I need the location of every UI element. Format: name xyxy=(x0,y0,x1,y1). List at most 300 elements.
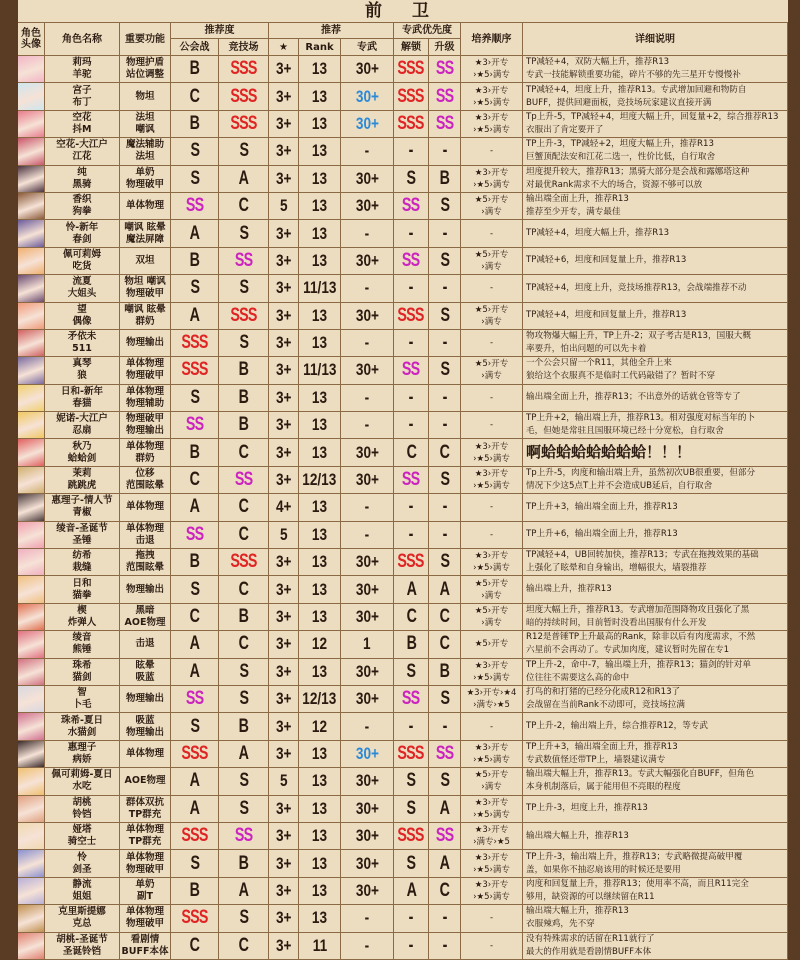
avatar-image xyxy=(18,631,44,657)
rank-value: 13 xyxy=(311,59,328,79)
detail-line: TP减轻+4，坦度上升，推荐R13。专武增加回避和物防自 xyxy=(526,84,747,95)
star-value: 3+ xyxy=(275,853,292,873)
star-rec xyxy=(269,850,299,876)
unlock-grade xyxy=(394,275,429,301)
training-order xyxy=(461,905,523,931)
arena-grade-value: SS xyxy=(234,249,253,271)
avatar xyxy=(18,138,45,164)
table-row xyxy=(18,741,788,768)
table-row xyxy=(18,166,788,193)
avatar xyxy=(18,303,45,329)
train-step: ★5›开专 xyxy=(474,249,509,260)
upgrade-grade xyxy=(429,549,461,575)
train-step: ★3›开专›★4 xyxy=(466,688,517,699)
table-row xyxy=(18,494,788,521)
detail xyxy=(523,467,788,493)
guild-grade-value: C xyxy=(189,606,200,627)
character-name xyxy=(45,823,120,849)
role-function xyxy=(120,713,171,739)
weapon-rec xyxy=(341,878,394,904)
avatar-image xyxy=(18,741,44,767)
unlock-grade-value: B xyxy=(406,633,416,655)
detail-line: 输出端大幅上升，推荐R13。专武大幅强化自BUFF，但角色 xyxy=(526,769,755,780)
detail xyxy=(523,138,788,164)
detail xyxy=(523,111,788,137)
upgrade-grade-value: - xyxy=(442,523,447,545)
table-row xyxy=(18,576,788,603)
train-step: - xyxy=(489,420,494,431)
upgrade-grade xyxy=(429,659,461,685)
weapon-rec xyxy=(341,631,394,657)
unlock-grade xyxy=(394,905,429,931)
header-name: 角色名称 xyxy=(45,23,120,56)
avatar xyxy=(18,111,45,137)
character-name xyxy=(45,686,120,712)
rank-rec xyxy=(299,412,341,438)
unlock-grade-value: SSS xyxy=(397,85,425,107)
train-step: ★5›开专 xyxy=(474,770,509,781)
detail-line: TP上升+2，输出端上升，推荐R13。相对强度对标当年的卜 xyxy=(526,413,756,424)
name-line: 空花 xyxy=(72,111,92,123)
rank-rec xyxy=(299,166,341,192)
star-rec xyxy=(269,604,299,630)
avatar xyxy=(18,905,45,931)
weapon-rec xyxy=(341,357,394,383)
header-upgrade: 升级 xyxy=(429,39,461,56)
upgrade-grade-value: C xyxy=(439,441,450,463)
rank-value: 13 xyxy=(311,305,328,325)
guild-grade-value: SSS xyxy=(181,907,208,929)
upgrade-grade-value: SS xyxy=(435,112,454,134)
unlock-grade-value: - xyxy=(408,934,413,956)
avatar xyxy=(18,385,45,411)
arena-grade-value: S xyxy=(239,660,248,682)
weapon-rec xyxy=(341,522,394,548)
avatar-image xyxy=(18,330,44,356)
guild-grade xyxy=(171,193,219,219)
detail xyxy=(523,220,788,246)
upgrade-grade xyxy=(429,220,461,246)
character-name xyxy=(45,494,120,520)
header-rank: Rank xyxy=(299,39,341,56)
guild-grade xyxy=(171,248,219,274)
train-step: ›满专›★5 xyxy=(473,700,510,711)
table-body xyxy=(18,56,788,960)
unlock-grade xyxy=(394,193,429,219)
train-step: ★3›开专 xyxy=(474,825,509,836)
function-line: 单奶 xyxy=(135,166,155,178)
star-value: 3+ xyxy=(275,250,292,270)
detail-line: Tp上升-5，肉度和输出端上升，虽然初次UB很重要，但部分 xyxy=(526,468,756,479)
weapon-value: - xyxy=(364,415,370,435)
weapon-value: 1 xyxy=(363,634,371,654)
arena-grade xyxy=(219,713,269,739)
rank-value: 11/13 xyxy=(302,360,337,380)
weapon-value: - xyxy=(364,223,370,243)
role-function xyxy=(120,138,171,164)
avatar xyxy=(18,248,45,274)
train-step: - xyxy=(489,283,494,294)
unlock-grade-value: SSS xyxy=(397,551,425,573)
function-line: 单体物理 xyxy=(125,358,164,370)
arena-grade-value: C xyxy=(238,496,249,518)
function-line: 物理输出 xyxy=(125,425,164,437)
unlock-grade-value: A xyxy=(406,578,416,600)
arena-grade xyxy=(219,193,269,219)
rank-value: 13 xyxy=(311,196,328,216)
star-value: 4+ xyxy=(275,497,292,517)
rank-value: 11/13 xyxy=(302,278,337,298)
function-line: 范围眩晕 xyxy=(125,562,164,574)
function-line: 物理破甲 xyxy=(125,413,164,425)
arena-grade xyxy=(219,796,269,822)
weapon-value: - xyxy=(364,278,370,298)
weapon-rec xyxy=(341,796,394,822)
star-rec xyxy=(269,686,299,712)
weapon-value: 30+ xyxy=(355,798,379,818)
header-weapon: 专武 xyxy=(341,39,394,56)
nickname-line: 圣锤 xyxy=(72,534,92,546)
arena-grade xyxy=(219,768,269,794)
weapon-value: 30+ xyxy=(355,689,379,709)
arena-grade-value: B xyxy=(238,414,249,436)
nickname-line: 忍扇 xyxy=(72,425,92,437)
training-order xyxy=(461,713,523,739)
arena-grade-value: B xyxy=(238,852,249,874)
train-step: ★5›开专 xyxy=(474,606,509,616)
arena-grade-value: SS xyxy=(234,825,253,847)
arena-grade-value: SSS xyxy=(230,551,257,573)
avatar xyxy=(18,576,45,602)
name-line: 珠希-夏日 xyxy=(61,714,103,726)
table-row xyxy=(18,878,788,905)
train-step: ›满专 xyxy=(481,618,502,628)
role-function xyxy=(120,878,171,904)
rank-value: 13 xyxy=(311,168,328,188)
name-line: 佩可莉姆 xyxy=(62,248,101,260)
rank-rec xyxy=(299,768,341,794)
arena-grade-value: B xyxy=(238,715,249,737)
name-line: 智 xyxy=(77,687,87,699)
weapon-value: 30+ xyxy=(355,661,379,681)
train-step: ›★5›满专 xyxy=(473,754,510,765)
detail-line: TP减轻+4，双防大幅上升，推荐R13 xyxy=(526,57,670,68)
guild-grade xyxy=(171,275,219,301)
unlock-grade-value: S xyxy=(406,660,416,682)
guild-grade xyxy=(171,357,219,383)
unlock-grade-value: - xyxy=(408,496,413,518)
name-line: 佩可莉姆-夏日 xyxy=(51,769,113,781)
upgrade-grade xyxy=(429,850,461,876)
avatar-image xyxy=(18,905,44,931)
function-line: 物理破甲 xyxy=(125,288,164,300)
rank-rec xyxy=(299,878,341,904)
table-row xyxy=(18,549,788,576)
nickname-line: 猫拳 xyxy=(72,589,92,601)
rank-rec xyxy=(299,248,341,274)
rank-value: 13 xyxy=(311,661,328,681)
detail xyxy=(523,330,788,356)
star-rec xyxy=(269,467,299,493)
unlock-grade-value: S xyxy=(406,852,416,874)
unlock-grade xyxy=(394,522,429,548)
rank-rec xyxy=(299,467,341,493)
rank-rec xyxy=(299,111,341,137)
training-order xyxy=(461,933,523,959)
nickname-line: 骑空士 xyxy=(67,836,97,848)
character-name xyxy=(45,713,120,739)
weapon-rec xyxy=(341,83,394,109)
guild-grade-value: A xyxy=(189,633,200,655)
character-name xyxy=(45,850,120,876)
star-rec xyxy=(269,193,299,219)
detail xyxy=(523,357,788,383)
arena-grade xyxy=(219,494,269,520)
role-function xyxy=(120,220,171,246)
arena-grade xyxy=(219,138,269,164)
avatar-image xyxy=(18,576,44,602)
guild-grade-value: S xyxy=(190,578,199,600)
arena-grade-value: C xyxy=(238,441,249,463)
guild-grade-value: SS xyxy=(185,195,204,217)
rank-rec xyxy=(299,713,341,739)
train-step: ›满专 xyxy=(481,261,502,272)
name-line: 矛依未 xyxy=(67,331,97,343)
nickname-line: 江花 xyxy=(72,151,92,163)
train-step: ★3›开专 xyxy=(474,797,509,808)
training-order xyxy=(461,659,523,685)
table-row xyxy=(18,303,788,330)
detail xyxy=(523,768,788,794)
avatar xyxy=(18,933,45,959)
training-order xyxy=(461,248,523,274)
nickname-line: 吃货 xyxy=(72,260,92,272)
function-line: 物理输出 xyxy=(125,583,164,595)
star-rec xyxy=(269,576,299,602)
detail-line: 推荐至少开专，满专最佳 xyxy=(526,207,621,218)
avatar-image xyxy=(18,439,44,465)
rank-value: 13 xyxy=(311,579,328,599)
detail-line: 输出端上升，推荐R13 xyxy=(526,584,612,595)
detail-line: 坦度提升较大，推荐R13；黑骑大部分是会战和露娜塔这种 xyxy=(526,166,750,177)
unlock-grade-value: SSS xyxy=(397,304,425,326)
arena-grade-value: SS xyxy=(234,469,253,491)
avatar xyxy=(18,878,45,904)
nickname-line: 水吃 xyxy=(72,781,92,793)
character-name xyxy=(45,604,120,630)
unlock-grade xyxy=(394,111,429,137)
unlock-grade-value: - xyxy=(408,386,413,408)
name-line: 静流 xyxy=(72,878,92,890)
training-order xyxy=(461,303,523,329)
training-order xyxy=(461,193,523,219)
upgrade-grade-value: - xyxy=(442,414,447,436)
upgrade-grade xyxy=(429,522,461,548)
star-rec xyxy=(269,878,299,904)
train-step: ★3›开专 xyxy=(474,167,509,178)
guild-grade xyxy=(171,522,219,548)
table-row xyxy=(18,357,788,384)
detail-line: 巨蟹顶配法安和江花二选一，性价比低，自行取舍 xyxy=(526,152,716,163)
rank-value: 13 xyxy=(311,497,328,517)
detail xyxy=(523,248,788,274)
role-function xyxy=(120,933,171,959)
unlock-grade xyxy=(394,796,429,822)
table-row xyxy=(18,905,788,932)
guild-grade-value: S xyxy=(190,852,199,874)
upgrade-grade-value: A xyxy=(439,578,450,600)
guild-grade-value: S xyxy=(190,715,199,737)
avatar xyxy=(18,850,45,876)
avatar xyxy=(18,467,45,493)
avatar xyxy=(18,166,45,192)
function-line: 双坦 xyxy=(135,254,155,266)
unlock-grade-value: SS xyxy=(402,249,420,271)
unlock-grade xyxy=(394,713,429,739)
unlock-grade xyxy=(394,631,429,657)
star-value: 3+ xyxy=(275,716,292,736)
header-func: 重要功能 xyxy=(120,23,171,56)
role-function xyxy=(120,522,171,548)
function-line: AOE物理 xyxy=(124,775,166,787)
upgrade-grade xyxy=(429,303,461,329)
character-name xyxy=(45,138,120,164)
rank-value: 13 xyxy=(311,743,328,763)
arena-grade xyxy=(219,330,269,356)
weapon-value: 30+ xyxy=(355,196,379,216)
function-line: 群奶 xyxy=(135,315,155,327)
role-function xyxy=(120,850,171,876)
upgrade-grade-value: S xyxy=(440,551,449,573)
unlock-grade-value: - xyxy=(408,523,413,545)
upgrade-grade-value: SS xyxy=(435,58,454,80)
rank-rec xyxy=(299,796,341,822)
upgrade-grade-value: S xyxy=(440,359,449,381)
unlock-grade xyxy=(394,686,429,712)
guild-grade-value: S xyxy=(190,140,199,162)
unlock-grade xyxy=(394,56,429,82)
guild-grade-value: B xyxy=(189,112,200,134)
star-value: 5 xyxy=(279,524,288,544)
character-name xyxy=(45,83,120,109)
table-row xyxy=(18,933,788,960)
detail xyxy=(523,303,788,329)
guild-grade-value: SSS xyxy=(181,359,208,381)
rank-rec xyxy=(299,303,341,329)
weapon-rec xyxy=(341,439,394,465)
table-row xyxy=(18,330,788,357)
table-row xyxy=(18,686,788,713)
avatar-image xyxy=(18,549,44,575)
avatar-image xyxy=(18,412,44,438)
guild-grade-value: SSS xyxy=(181,332,208,354)
train-step: ›★5›满专 xyxy=(473,481,510,492)
unlock-grade xyxy=(394,741,429,767)
arena-grade xyxy=(219,850,269,876)
upgrade-grade-value: S xyxy=(440,304,449,326)
upgrade-grade-value: - xyxy=(442,715,447,737)
weapon-rec xyxy=(341,905,394,931)
training-order xyxy=(461,83,523,109)
avatar xyxy=(18,412,45,438)
star-rec xyxy=(269,166,299,192)
star-rec xyxy=(269,439,299,465)
training-order xyxy=(461,768,523,794)
upgrade-grade xyxy=(429,631,461,657)
detail-line: 专武数值怪还带TP上，墙裂建议满专 xyxy=(526,754,666,765)
star-value: 3+ xyxy=(275,442,292,462)
star-value: 3+ xyxy=(275,661,292,681)
star-value: 3+ xyxy=(275,360,292,380)
star-rec xyxy=(269,522,299,548)
detail-line: 上强化了眩晕和自身输出，增幅很大，墙裂推荐 xyxy=(526,563,707,574)
star-value: 3+ xyxy=(275,113,292,133)
detail xyxy=(523,549,788,575)
role-function xyxy=(120,467,171,493)
weapon-value: 30+ xyxy=(355,771,379,791)
unlock-grade xyxy=(394,823,429,849)
weapon-rec xyxy=(341,494,394,520)
function-line: 副T xyxy=(137,890,153,902)
arena-grade xyxy=(219,412,269,438)
detail xyxy=(523,522,788,548)
weapon-rec xyxy=(341,741,394,767)
detail xyxy=(523,166,788,192)
function-line: 眩晕 xyxy=(135,659,155,671)
training-order xyxy=(461,385,523,411)
arena-grade xyxy=(219,385,269,411)
detail xyxy=(523,439,788,465)
star-rec xyxy=(269,796,299,822)
avatar-image xyxy=(18,933,44,959)
header-wprio: 专武优先度 xyxy=(394,23,461,39)
upgrade-grade xyxy=(429,248,461,274)
rank-value: 13 xyxy=(311,141,328,161)
arena-grade-value: C xyxy=(238,578,249,600)
name-line: 楔 xyxy=(77,605,87,616)
function-line: 击退 xyxy=(135,638,155,650)
weapon-value: 30+ xyxy=(355,59,379,79)
rank-value: 13 xyxy=(311,415,328,435)
role-function xyxy=(120,275,171,301)
character-name xyxy=(45,467,120,493)
arena-grade xyxy=(219,823,269,849)
train-step: ›★5›满专 xyxy=(473,97,510,108)
table-row xyxy=(18,385,788,412)
upgrade-grade xyxy=(429,385,461,411)
function-line: 嘲讽 眩晕 xyxy=(124,303,166,315)
function-line: 范围眩晕 xyxy=(125,480,164,492)
detail-line: 坦度大幅上升，推荐R13。专武增加范围降物攻且强化了黑 xyxy=(526,605,750,615)
name-line: 怜-新年 xyxy=(65,221,99,233)
function-line: 单体物理 xyxy=(125,906,164,918)
arena-grade-value: B xyxy=(238,606,249,627)
weapon-rec xyxy=(341,138,394,164)
header-arena: 竞技场 xyxy=(219,39,269,56)
arena-grade-value: SSS xyxy=(230,58,257,80)
role-function xyxy=(120,193,171,219)
train-step: - xyxy=(489,913,494,924)
train-step: ›满专 xyxy=(481,316,502,327)
training-order xyxy=(461,604,523,630)
avatar-image xyxy=(18,796,44,822)
upgrade-grade xyxy=(429,330,461,356)
guild-grade-value: S xyxy=(190,386,199,408)
star-rec xyxy=(269,385,299,411)
unlock-grade-value: S xyxy=(406,770,416,792)
function-line: 物理护盾 xyxy=(125,57,164,69)
upgrade-grade-value: - xyxy=(442,222,447,244)
